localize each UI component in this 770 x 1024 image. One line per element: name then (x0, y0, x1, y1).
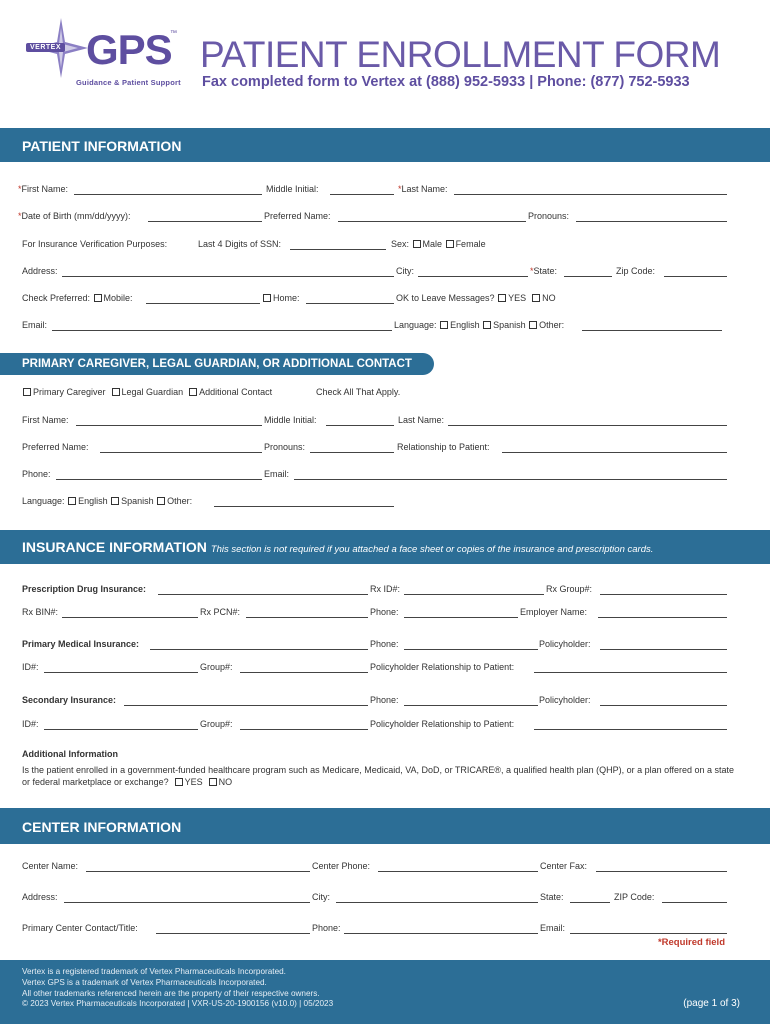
email-label: Email: (22, 320, 48, 330)
center-contact-label: Primary Center Contact/Title: (22, 923, 138, 933)
cg-other-label: Other: (167, 496, 193, 506)
rx-id-label: Rx ID#: (370, 584, 401, 594)
center-city-label: City: (312, 892, 330, 902)
address-field[interactable] (62, 276, 394, 277)
center-fax-field[interactable] (596, 871, 727, 872)
insurance-section-band (0, 530, 770, 564)
ok-messages-label: OK to Leave Messages? (396, 293, 495, 303)
primary-id-field[interactable] (44, 672, 198, 673)
female-label: Female (455, 239, 486, 249)
cg-preferred-name-label: Preferred Name: (22, 442, 89, 452)
form-title: PATIENT ENROLLMENT FORM (200, 34, 721, 75)
primary-policyholder-rel-label: Policyholder Relationship to Patient: (370, 662, 515, 672)
state-field[interactable] (564, 276, 612, 277)
rx-bin-field[interactable] (62, 617, 198, 618)
check-preferred-label: Check Preferred: (22, 293, 91, 303)
secondary-group-label: Group#: (200, 719, 233, 729)
secondary-policyholder-rel-field[interactable] (534, 729, 727, 730)
cg-last-name-field[interactable] (448, 425, 727, 426)
center-fax-label: Center Fax: (540, 861, 588, 871)
footer-line-3: All other trademarks referenced herein are the property of their respective owners. (22, 988, 320, 998)
primary-policyholder-label: Policyholder: (539, 639, 591, 649)
additional-contact-checkbox[interactable] (189, 388, 197, 396)
additional-contact-label: Additional Contact (199, 387, 273, 397)
preferred-name-label: Preferred Name: (264, 211, 331, 221)
last-name-label: Last Name: (401, 184, 448, 194)
zip-label: Zip Code: (616, 266, 656, 276)
vertex-gps-logo (20, 16, 190, 96)
primary-medical-label: Primary Medical Insurance: (22, 639, 140, 649)
patient-address-row: Address: City: *State: Zip Code: (22, 266, 727, 280)
messages-yes-checkbox[interactable] (498, 294, 506, 302)
caregiver-name-row (22, 415, 727, 429)
center-phone-field[interactable] (378, 871, 538, 872)
first-name-label: First Name: (21, 184, 69, 194)
patient-phone-row (22, 293, 727, 307)
center-contact-field[interactable] (156, 933, 310, 934)
messages-no-label: NO (542, 293, 556, 303)
dob-label: Date of Birth (mm/dd/yyyy): (21, 211, 131, 221)
govt-program-no-label: NO (218, 777, 233, 787)
primary-medical-row (22, 639, 727, 653)
caregiver-type-row (22, 387, 727, 401)
logo-subtitle: Guidance & Patient Support (76, 78, 181, 87)
primary-id-label: ID#: (22, 662, 39, 672)
center-address-field[interactable] (64, 902, 310, 903)
cg-middle-initial-label: Middle Initial: (264, 415, 317, 425)
rx-group-field[interactable] (600, 594, 727, 595)
secondary-id-row (22, 719, 727, 733)
middle-initial-label: Middle Initial: (266, 184, 319, 194)
rx-phone-field[interactable] (404, 617, 518, 618)
patient-section-heading: PATIENT INFORMATION (22, 138, 182, 154)
middle-initial-field[interactable] (330, 194, 394, 195)
messages-yes-label: YES (508, 293, 527, 303)
logo-trademark: ™ (170, 30, 177, 37)
cg-spanish-label: Spanish (121, 496, 154, 506)
primary-phone-field[interactable] (404, 649, 538, 650)
additional-info-text: Is the patient enrolled in a government-funded healthcare program such as Medicare, Medicaid, VA, DoD, or TRICARE®, a qualified health plan (QHP), or a plan offered on a state or federal marketplace or exchange? (22, 765, 735, 787)
required-field-note: *Required field (657, 937, 725, 948)
state-label: State: (533, 266, 558, 276)
caregiver-language-row (22, 496, 727, 510)
cg-middle-initial-field[interactable] (326, 425, 394, 426)
govt-program-no-checkbox[interactable] (209, 778, 217, 786)
english-checkbox[interactable] (440, 321, 448, 329)
primary-group-field[interactable] (240, 672, 368, 673)
dob-field[interactable] (148, 221, 262, 222)
cg-email-label: Email: (264, 469, 290, 479)
additional-info-question (22, 764, 742, 788)
fax-phone-line: Fax completed form to Vertex at (888) 952-5933 | Phone: (877) 752-5933 (202, 74, 690, 90)
insurance-verification-label: For Insurance Verification Purposes: (22, 239, 168, 249)
pronouns-field[interactable] (576, 221, 727, 222)
cg-other-checkbox[interactable] (157, 497, 165, 505)
logo-gps-text: GPS (86, 26, 172, 73)
page-number: (page 1 of 3) (683, 998, 740, 1009)
language-label: Language: (394, 320, 437, 330)
rx-id-field[interactable] (404, 594, 544, 595)
cg-pronouns-field[interactable] (310, 452, 394, 453)
caregiver-section-heading: PRIMARY CAREGIVER, LEGAL GUARDIAN, OR ADDITIONAL CONTACT (0, 353, 434, 375)
primary-id-row (22, 662, 727, 676)
messages-no-checkbox[interactable] (532, 294, 540, 302)
center-section-heading: CENTER INFORMATION (22, 819, 182, 835)
home-label: Home: (273, 293, 300, 303)
center-contact-phone-label: Phone: (312, 923, 341, 933)
male-label: Male (422, 239, 443, 249)
cg-phone-field[interactable] (56, 479, 262, 480)
city-label: City: (396, 266, 414, 276)
center-zip-label: ZIP Code: (614, 892, 655, 902)
pronouns-label: Pronouns: (528, 211, 570, 221)
rx-insurance-row (22, 584, 727, 598)
english-label: English (450, 320, 480, 330)
cg-spanish-checkbox[interactable] (111, 497, 119, 505)
govt-program-yes-label: YES (184, 777, 203, 787)
spanish-label: Spanish (493, 320, 526, 330)
footer-legal-text (22, 967, 333, 1010)
center-name-field[interactable] (86, 871, 310, 872)
cg-phone-label: Phone: (22, 469, 51, 479)
cg-english-checkbox[interactable] (68, 497, 76, 505)
rx-group-label: Rx Group#: (546, 584, 593, 594)
patient-name-row: *First Name: Middle Initial: *Last Name: (22, 184, 727, 198)
primary-policyholder-rel-field[interactable] (534, 672, 727, 673)
spanish-checkbox[interactable] (483, 321, 491, 329)
govt-program-yes-checkbox[interactable] (175, 778, 183, 786)
secondary-id-field[interactable] (44, 729, 198, 730)
page-header (0, 0, 770, 128)
caregiver-preferred-row (22, 442, 727, 456)
primary-policyholder-field[interactable] (600, 649, 727, 650)
primary-group-label: Group#: (200, 662, 233, 672)
sex-label: Sex: (391, 239, 410, 249)
secondary-id-label: ID#: (22, 719, 39, 729)
secondary-insurance-label: Secondary Insurance: (22, 695, 117, 705)
secondary-phone-field[interactable] (404, 705, 538, 706)
legal-guardian-checkbox[interactable] (112, 388, 120, 396)
other-language-label: Other: (539, 320, 565, 330)
employer-field[interactable] (598, 617, 727, 618)
male-checkbox[interactable] (413, 240, 421, 248)
city-field[interactable] (418, 276, 528, 277)
cg-language-label: Language: (22, 496, 65, 506)
insurance-section-heading: INSURANCE INFORMATION (22, 539, 207, 555)
page-footer (0, 960, 770, 1024)
center-contact-row (22, 923, 727, 937)
footer-line-4: © 2023 Vertex Pharmaceuticals Incorporated | VXR-US-20-1900156 (v10.0) | 05/2023 (22, 999, 334, 1009)
secondary-insurance-field[interactable] (124, 705, 368, 706)
center-contact-phone-field[interactable] (344, 933, 538, 934)
logo-vertex-label: VERTEX (26, 43, 65, 52)
employer-label: Employer Name: (520, 607, 588, 617)
female-checkbox[interactable] (446, 240, 454, 248)
cg-relationship-label: Relationship to Patient: (397, 442, 490, 452)
rx-insurance-field[interactable] (158, 594, 368, 595)
center-state-label: State: (540, 892, 564, 902)
home-checkbox[interactable] (263, 294, 271, 302)
patient-email-row (22, 320, 727, 334)
home-field[interactable] (306, 303, 394, 304)
first-name-field[interactable] (74, 194, 262, 195)
other-language-field[interactable] (582, 330, 722, 331)
rx-insurance-label: Prescription Drug Insurance: (22, 584, 147, 594)
center-address-label: Address: (22, 892, 58, 902)
footer-line-1: Vertex is a registered trademark of Vertex Pharmaceuticals Incorporated. (22, 967, 286, 976)
mobile-field[interactable] (146, 303, 260, 304)
cg-first-name-label: First Name: (22, 415, 69, 425)
rx-phone-label: Phone: (370, 607, 399, 617)
ssn-label: Last 4 Digits of SSN: (198, 239, 282, 249)
center-name-row (22, 861, 727, 875)
center-zip-field[interactable] (662, 902, 727, 903)
ssn-field[interactable] (290, 249, 386, 250)
secondary-policyholder-label: Policyholder: (539, 695, 591, 705)
patient-dob-row: *Date of Birth (mm/dd/yyyy): Preferred Name: Pronouns: (22, 211, 727, 225)
email-field[interactable] (52, 330, 392, 331)
caregiver-contact-row (22, 469, 727, 483)
last-name-field[interactable] (454, 194, 727, 195)
rx-bin-row (22, 607, 727, 621)
address-label: Address: (22, 266, 58, 276)
patient-ssn-row (22, 239, 727, 253)
primary-caregiver-label: Primary Caregiver (33, 387, 106, 397)
center-phone-label: Center Phone: (312, 861, 371, 871)
secondary-policyholder-field[interactable] (600, 705, 727, 706)
mobile-label: Mobile: (103, 293, 133, 303)
check-all-note: Check All That Apply. (316, 387, 401, 397)
legal-guardian-label: Legal Guardian (121, 387, 184, 397)
cg-relationship-field[interactable] (502, 452, 727, 453)
footer-line-2: Vertex GPS is a trademark of Vertex Pharmaceuticals Incorporated. (22, 977, 267, 987)
cg-last-name-label: Last Name: (398, 415, 445, 425)
additional-info-heading: Additional Information (22, 749, 118, 759)
center-address-row (22, 892, 727, 906)
center-state-field[interactable] (570, 902, 610, 903)
primary-phone-label: Phone: (370, 639, 399, 649)
cg-first-name-field[interactable] (76, 425, 262, 426)
rx-pcn-label: Rx PCN#: (200, 607, 241, 617)
secondary-policyholder-rel-label: Policyholder Relationship to Patient: (370, 719, 515, 729)
cg-english-label: English (78, 496, 108, 506)
cg-preferred-name-field[interactable] (100, 452, 262, 453)
center-email-label: Email: (540, 923, 566, 933)
insurance-section-note: This section is not required if you attached a face sheet or copies of the insurance and prescription cards. (210, 544, 654, 555)
other-language-checkbox[interactable] (529, 321, 537, 329)
secondary-phone-label: Phone: (370, 695, 399, 705)
secondary-insurance-row (22, 695, 727, 709)
center-section-band (0, 808, 770, 844)
secondary-group-field[interactable] (240, 729, 368, 730)
rx-pcn-field[interactable] (246, 617, 368, 618)
preferred-name-field[interactable] (338, 221, 526, 222)
cg-pronouns-label: Pronouns: (264, 442, 306, 452)
rx-bin-label: Rx BIN#: (22, 607, 59, 617)
patient-section-band (0, 128, 770, 162)
primary-caregiver-checkbox[interactable] (23, 388, 31, 396)
center-city-field[interactable] (336, 902, 538, 903)
cg-email-field[interactable] (294, 479, 727, 480)
cg-other-language-field[interactable] (214, 506, 394, 507)
center-email-field[interactable] (570, 933, 727, 934)
zip-field[interactable] (664, 276, 727, 277)
center-name-label: Center Name: (22, 861, 79, 871)
primary-medical-field[interactable] (150, 649, 368, 650)
mobile-checkbox[interactable] (94, 294, 102, 302)
